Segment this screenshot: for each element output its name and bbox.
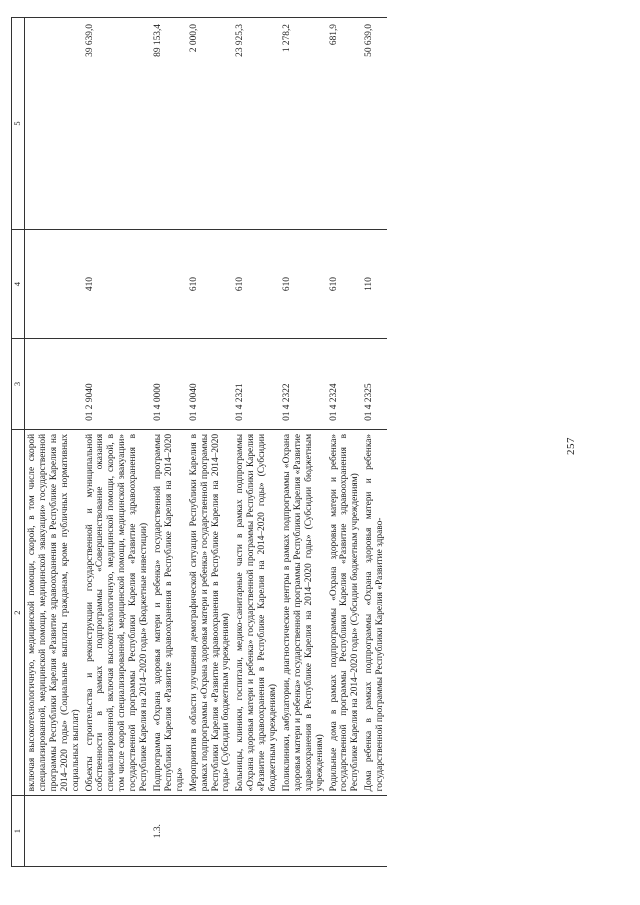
row-target-code (25, 339, 83, 430)
row-amount: 23 925,3 (233, 18, 280, 230)
row-number (83, 796, 151, 867)
row-description: Больницы, клиники, госпитали, медико-санитарные части в рамках подпрограммы «Охрана здоровья матери и ребенка» государственной программы Республики Карелия «Развитие здравоохранения в Республике Карелия на 2014–2020 годы» (Субсидии бюджетным учреждениям) (233, 429, 280, 795)
row-description: Поликлиники, амбулатории, диагностические центры в рамках подпрограммы «Охрана здоровья матери и ребенка» государственной программы Республики Карелия «Развитие здравоохранения в Республике Карелия на 2014–2020 годы» (Субсидии бюджетным учреждениям) (280, 429, 327, 795)
table-row (83, 18, 151, 867)
row-number: 1.3. (151, 796, 187, 867)
page-number: 257 (565, 437, 577, 455)
row-expense-type: 610 (187, 230, 234, 339)
table-row (25, 18, 83, 867)
table-row (233, 18, 280, 867)
row-description: Мероприятия в области улучшения демографической ситуации Республики Карелия в рамках подпрограммы «Охрана здоровья матери и ребенка» государственной программы Республики Карелия «Развитие здравоохранения в Республике Карелия на 2014–2020 годы» (Субсидии бюджетным учреждениям) (187, 429, 234, 795)
table-row (280, 18, 327, 867)
row-expense-type: 410 (83, 230, 151, 339)
row-number (327, 796, 363, 867)
row-expense-type: 610 (327, 230, 363, 339)
row-target-code: 01 4 2324 (327, 339, 363, 430)
table-row (187, 18, 234, 867)
row-expense-type (151, 230, 187, 339)
column-header: 5 (12, 18, 25, 230)
row-description: Родильные дома в рамках подпрограммы «Охрана здоровья матери и ребенка» государственной программы Республики Карелия «Развитие здравоохранения в Республике Карелия на 2014–2020 годы» (Субсидии бюджетным учреждениям) (327, 429, 363, 795)
row-target-code: 01 4 2321 (233, 339, 280, 430)
table-row (151, 18, 187, 867)
row-number (362, 796, 387, 867)
row-amount: 681,9 (327, 18, 363, 230)
row-description: включая высокотехнологичную, медицинской помощи, скорой, в том числе скорой специализированной, медицинской помощи, медицинской эвакуации» государственной программы Республики Карелия «Развитие здравоохранения в Республике Карелия на 2014–2020 годы» (Социальные выплаты гражданам, кроме публичных нормативных социальных выплат) (25, 429, 83, 795)
row-number (233, 796, 280, 867)
row-target-code: 01 4 0040 (187, 339, 234, 430)
row-number (280, 796, 327, 867)
row-description: Объекты строительства и реконструкции государственной и муниципальной собственности в рамках подпрограммы «Совершенствование оказания специализированной, включая высокотехнологичную, медицинской помощи, скорой, в том числе скорой специализированной, медицинской помощи, медицинской эвакуации» государственной программы Республики Карелия «Развитие здравоохранения в Республике Карелия на 2014–2020 годы» (Бюджетные инвестиции) (83, 429, 151, 795)
row-amount: 2 000,0 (187, 18, 234, 230)
row-target-code: 01 4 2322 (280, 339, 327, 430)
column-header: 2 (12, 429, 25, 795)
row-target-code: 01 2 9040 (83, 339, 151, 430)
table-row (327, 18, 363, 867)
row-expense-type: 610 (280, 230, 327, 339)
row-amount: 89 153,4 (151, 18, 187, 230)
row-amount: 1 278,2 (280, 18, 327, 230)
row-expense-type: 110 (362, 230, 387, 339)
row-description: Подпрограмма «Охрана здоровья матери и ребенка» государственной программы Республики Карелия «Развитие здравоохранения в Республике Карелия на 2014–2020 годы» (151, 429, 187, 795)
row-description: Дома ребенка в рамках подпрограммы «Охрана здоровья матери и ребенка» государственной программы Республики Карелия «Развитие здраво- (362, 429, 387, 795)
row-amount (25, 18, 83, 230)
row-target-code: 01 4 2325 (362, 339, 387, 430)
table-header (12, 18, 25, 867)
row-number (187, 796, 234, 867)
row-target-code: 01 4 0000 (151, 339, 187, 430)
row-amount: 50 639,0 (362, 18, 387, 230)
column-header: 4 (12, 230, 25, 339)
table-row (362, 18, 387, 867)
column-header: 1 (12, 796, 25, 867)
row-expense-type (25, 230, 83, 339)
table-body (25, 18, 388, 867)
budget-table (11, 17, 387, 867)
column-header: 3 (12, 339, 25, 430)
row-expense-type: 610 (233, 230, 280, 339)
row-amount: 39 639,0 (83, 18, 151, 230)
row-number (25, 796, 83, 867)
budget-table-rotated (11, 17, 559, 867)
